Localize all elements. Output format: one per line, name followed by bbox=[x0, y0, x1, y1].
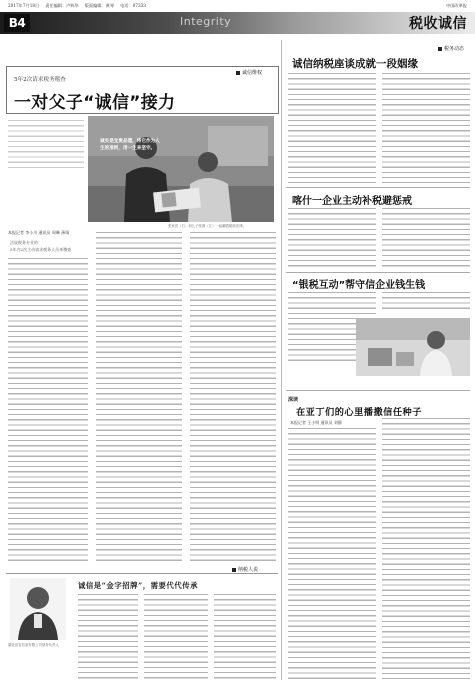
left-byline: 本报记者 李小川 通讯员 周琳 薄靖 bbox=[8, 230, 70, 235]
right-bottom-col-1 bbox=[288, 428, 376, 680]
right-low-col-2 bbox=[382, 292, 470, 312]
right-top-col-2 bbox=[382, 73, 470, 183]
bottom-left-rule bbox=[6, 573, 278, 574]
meta-item: 电话：07333 bbox=[120, 3, 146, 8]
right-bottom-col-2 bbox=[382, 418, 470, 680]
quote-title: 诚信是“金字招牌”，需要代代传承 bbox=[78, 581, 198, 590]
issue-date: 2017年7月18日 bbox=[8, 3, 40, 8]
paper-name: 中国改革报 bbox=[446, 3, 467, 8]
left-tag: 诚信维权 bbox=[236, 69, 262, 76]
left-body-col-3 bbox=[190, 232, 276, 563]
section-title: 税收诚信 bbox=[409, 16, 467, 32]
left-subtitle: 5年2次请求税务稽查 bbox=[14, 77, 66, 83]
right-low-headline: “银税互动”帮守信企业钱生钱 bbox=[292, 280, 426, 291]
meta-item: 责任编辑：卢辉华 bbox=[45, 3, 79, 8]
section-kicker: Integrity bbox=[180, 15, 232, 28]
column-divider bbox=[281, 40, 282, 680]
right-top-headline: 诚信纳税座谈成就一段姻缘 bbox=[292, 58, 418, 70]
bottom-left-col-3 bbox=[214, 594, 276, 680]
lead-label: 法说税务专业的： bbox=[10, 240, 42, 245]
right-mid-col-2 bbox=[382, 208, 470, 268]
left-blurb-text bbox=[8, 120, 84, 172]
right-rule-2 bbox=[286, 272, 470, 273]
tag-square-icon bbox=[232, 568, 236, 572]
portrait-caption: 湖北省宜昌某有限公司财务负责人 bbox=[8, 643, 59, 647]
tag-square-icon bbox=[236, 71, 240, 75]
lead-text: 5年内2次主动请求税务人员来稽查 bbox=[10, 247, 72, 252]
section-banner bbox=[0, 12, 475, 34]
left-body-col-2 bbox=[96, 232, 182, 563]
photo-caption: 张家亮（右）和儿子张源（左）一起翻看税收法律。 bbox=[168, 224, 246, 228]
left-body-col-1 bbox=[8, 258, 88, 563]
tag-square-icon bbox=[438, 47, 442, 51]
right-rule-1 bbox=[286, 187, 470, 188]
right-bottom-byline: 本报记者 王小明 通讯员 刘静 bbox=[290, 420, 342, 425]
photo-quote: 诚实是宝贵品德，将它作为人生的准则，用一生来坚守。 bbox=[100, 139, 160, 151]
left-headline: 一对父子“诚信”接力 bbox=[14, 93, 176, 113]
right-top-tag: 税务动态 bbox=[438, 45, 464, 52]
bottom-left-col-2 bbox=[144, 594, 208, 680]
right-mid-headline: 喀什一企业主动补税避惩戒 bbox=[292, 196, 412, 207]
portrait-photo bbox=[10, 578, 66, 640]
right-mid-col-1 bbox=[288, 208, 376, 268]
meta-item: 版面编辑：黄琴 bbox=[84, 3, 115, 8]
bottom-left-col-1 bbox=[78, 594, 138, 680]
right-rule-3 bbox=[286, 390, 470, 391]
father-son-photo bbox=[88, 116, 274, 222]
page-number: B4 bbox=[4, 14, 30, 32]
right-bottom-tag: 深读 bbox=[288, 397, 299, 403]
bottom-left-tag: 纳税人说 bbox=[232, 566, 258, 573]
top-meta-bar bbox=[8, 2, 467, 10]
right-low-photo bbox=[356, 318, 470, 376]
right-top-col-1 bbox=[288, 73, 376, 183]
right-bottom-headline: 在亚丁们的心里播撒信任种子 bbox=[296, 407, 422, 418]
